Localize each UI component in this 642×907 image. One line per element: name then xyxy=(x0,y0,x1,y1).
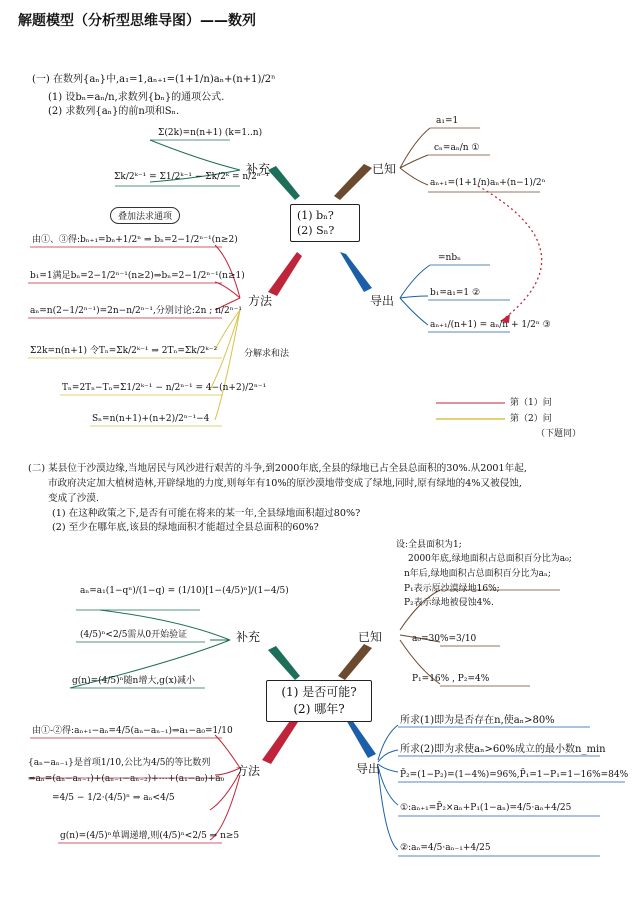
p2-daochu-item5: ②:aₙ=4/5·aₙ₋₁+4/25 xyxy=(400,843,491,853)
p1-daochu-item1: =nbₙ xyxy=(438,253,461,263)
p2-fangfa-item1: 由①-②得:aₙ₊₁−aₙ=4/5(aₙ−aₙ₋₁)⇒a₁−a₀=1/10 xyxy=(32,726,233,736)
p1-label-fangfa: 方法 xyxy=(248,294,273,308)
p2-problem-line3: 变成了沙漠. xyxy=(48,493,100,504)
legend-note: （下题同） xyxy=(536,429,582,439)
p1-label-buchong: 补充 xyxy=(246,162,271,176)
p2-buchong-item2: (4/5)ⁿ<2/5需从0开始验证 xyxy=(80,630,188,640)
note-fenjie: 分解求和法 xyxy=(244,349,290,359)
p2-daochu-item1: 所求(1)即为是否存在n,使aₙ>80% xyxy=(400,715,555,726)
p1-yizhi-item1: a₁=1 xyxy=(436,116,459,126)
p1-label-yizhi: 已知 xyxy=(372,162,397,176)
p1-problem-line2: (1) 设bₙ=aₙ/n,求数列{bₙ}的通项公式. xyxy=(48,92,225,103)
p1-buchong-item1: Σ(2k)=n(n+1) (k=1..n) xyxy=(158,128,263,138)
p2-label-buchong: 补充 xyxy=(236,630,261,644)
legend-q1: 第（1）问 xyxy=(510,398,552,408)
p2-problem-line1: (二) 某县位于沙漠边缘,当地居民与风沙进行艰苦的斗争,到2000年底,全县的绿地已占全县总面积的30%.从2001年起, xyxy=(28,463,527,474)
p1-center-q2: (2) Sₙ? xyxy=(297,224,335,237)
p1-buchong-item2: Σk/2ᵏ⁻¹ = Σ1/2ᵏ⁻¹ − Σk/2ᵏ = n/2ⁿ⁻¹ xyxy=(114,172,270,182)
p2-yizhi-item1: 2000年底,绿地面积占总面积百分比为a₀; xyxy=(408,554,572,564)
p2-daochu-item4: ①:aₙ₊₁=P̄₂×aₙ+P₁(1−aₙ)=4/5·aₙ+4/25 xyxy=(400,803,572,813)
p2-buchong-item3: g(n)=(4/5)ⁿ随n增大,g(x)减小 xyxy=(72,676,196,686)
legend-q2: 第（2）问 xyxy=(510,414,552,424)
p2-center-q2: (2) 哪年? xyxy=(293,702,345,716)
p2-yizhi-item6: P₁=16% , P₂=4% xyxy=(412,674,490,684)
p1-daochu-item2: b₁=a₁=1 ② xyxy=(430,288,481,298)
p2-label-daochu: 导出 xyxy=(356,762,381,776)
p2-problem-line2: 市政府决定加大植树造林,开辟绿地的力度,则每年有10%的原沙漠地带变成了绿地,同时,原有绿地的4%又被侵蚀, xyxy=(48,478,522,489)
p2-yizhi-item4: P₂表示绿地被侵蚀4%. xyxy=(404,598,494,608)
p1-problem-line3: (2) 求数列{aₙ}的前n项和Sₙ. xyxy=(48,106,180,117)
p2-yizhi-item0: 设:全县面积为1; xyxy=(396,540,462,550)
p2-center-box xyxy=(266,680,372,722)
p2-fangfa-item2: {aₙ−aₙ₋₁}是首项1/10,公比为4/5的等比数列 xyxy=(28,758,211,768)
p1-fangfa-item6: Sₙ=n(n+1)+(n+2)/2ⁿ⁻¹−4 xyxy=(92,414,210,424)
p2-problem-line5: (2) 至少在哪年底,该县的绿地面积才能超过全县总面积的60%? xyxy=(52,522,319,533)
p1-fangfa-item3: aₙ=n(2−1/2ⁿ⁻¹)=2n−n/2ⁿ⁻¹,分别讨论:2n ; n/2ⁿ⁻¹ xyxy=(30,306,243,316)
bubble-diejia: 叠加法求通项 xyxy=(110,207,180,224)
p1-center-box xyxy=(290,204,360,242)
p1-label-daochu: 导出 xyxy=(370,294,395,308)
p1-fangfa-item4: Σ2k=n(n+1) 令Tₙ=Σk/2ᵏ⁻¹ ⇒ 2Tₙ=Σk/2ᵏ⁻² xyxy=(30,346,218,356)
p2-daochu-item3: P̄₂=(1−P₂)=(1−4%)=96%,P̄₁=1−P₁=1−16%=84% xyxy=(400,770,629,780)
page-title: 解题模型（分析型思维导图）——数列 xyxy=(18,13,256,29)
p1-yizhi-item2: cₙ=aₙ/n ① xyxy=(434,143,480,153)
p1-fangfa-item1: 由①、③得:bₙ₊₁=bₙ+1/2ⁿ ⇒ bₙ=2−1/2ⁿ⁻¹(n≥2) xyxy=(32,235,238,245)
p2-daochu-item2: 所求(2)即为求使aₙ>60%成立的最小数n_min xyxy=(400,744,606,755)
p1-center-q1: (1) bₙ? xyxy=(297,209,334,222)
p2-center-q1: (1) 是否可能? xyxy=(281,685,357,699)
p2-fangfa-item3: ⇒aₙ=(aₙ−aₙ₋₁)+(aₙ₋₁−aₙ₋₂)+⋯+(a₁−a₀)+a₀ xyxy=(28,774,225,784)
p2-fangfa-item5: g(n)=(4/5)ⁿ单调递增,则(4/5)ⁿ<2/5 ⇒ n≥5 xyxy=(60,831,240,841)
p2-buchong-item1: aₙ=a₁(1−qⁿ)/(1−q) = (1/10)[1−(4/5)ⁿ]/(1−4/5) xyxy=(80,586,289,596)
p1-daochu-item3: aₙ₊₁/(n+1) = aₙ/n + 1/2ⁿ ③ xyxy=(430,320,551,330)
p1-fangfa-item5: Tₙ=2Tₙ−Tₙ=Σ1/2ᵏ⁻¹ − n/2ⁿ⁻¹ = 4−(n+2)/2ⁿ⁻¹ xyxy=(62,383,267,393)
p2-fangfa-item4: =4/5 − 1/2·(4/5)ⁿ ⇒ aₙ<4/5 xyxy=(52,793,175,803)
p2-yizhi-item2: n年后,绿地面积占总面积百分比为aₙ; xyxy=(404,569,551,579)
p2-yizhi-item5: a₀=30%=3/10 xyxy=(412,634,477,644)
p2-label-yizhi: 已知 xyxy=(358,630,383,644)
p2-problem-line4: (1) 在这种政策之下,是否有可能在将来的某一年,全县绿地面积超过80%? xyxy=(52,508,361,519)
p1-yizhi-item3: aₙ₊₁=(1+1/n)aₙ+(n−1)/2ⁿ xyxy=(430,178,546,188)
p1-fangfa-item2: b₁=1满足bₙ=2−1/2ⁿ⁻¹(n≥2)⇒bₙ=2−1/2ⁿ⁻¹(n≥1) xyxy=(30,271,245,281)
p2-label-fangfa: 方法 xyxy=(236,764,261,778)
p1-problem-line1: (一) 在数列{aₙ}中,a₁=1,aₙ₊₁=(1+1/n)aₙ+(n+1)/2ⁿ xyxy=(32,74,276,85)
p2-yizhi-item3: P₁表示原沙漠绿地16%; xyxy=(404,584,500,594)
